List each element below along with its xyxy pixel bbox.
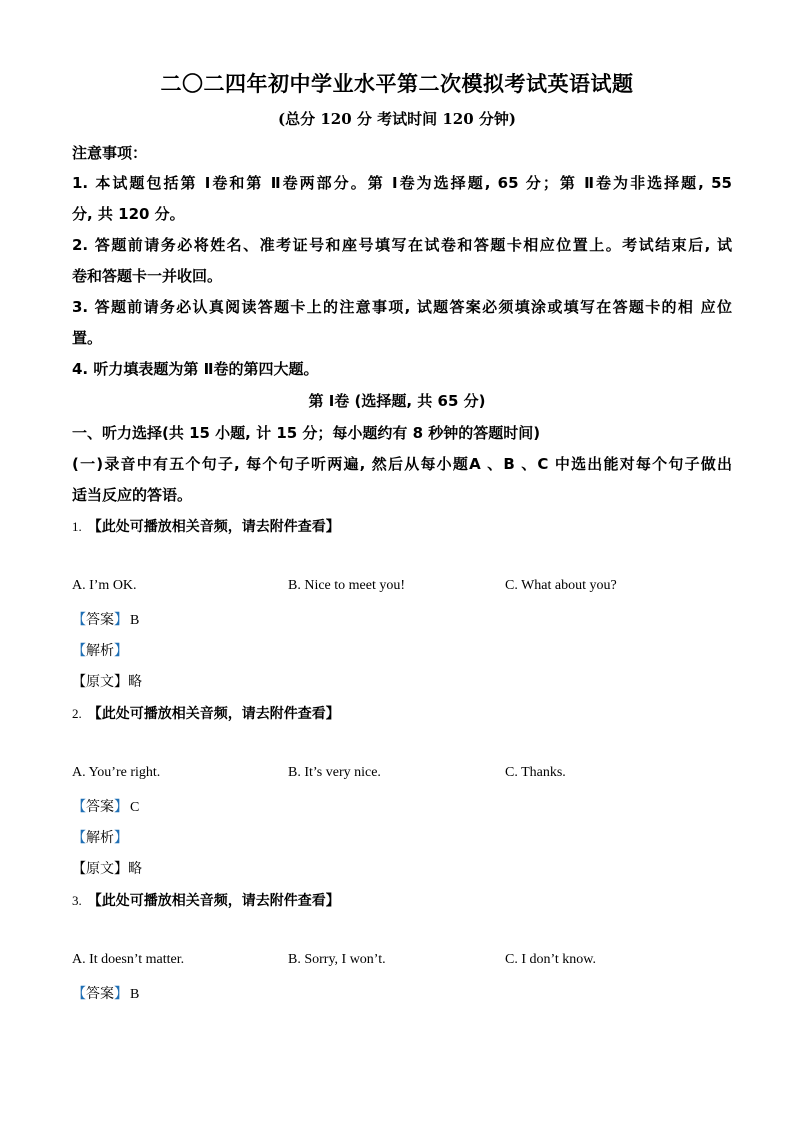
original-label: 原文 xyxy=(86,674,114,690)
question-number: 1. xyxy=(72,519,82,534)
answer-value: B xyxy=(130,613,140,628)
answer-line: 【答案】 B xyxy=(72,612,140,628)
answer-label: 答案 xyxy=(86,612,114,628)
answer-line: 【答案】 B xyxy=(72,986,140,1002)
audio-prompt: 【此处可播放相关音频，请去附件查看】 xyxy=(87,893,340,909)
original-line: 【原文】略 xyxy=(72,861,142,877)
option-a: A. I’m OK. xyxy=(72,578,137,593)
option-b: B. It’s very nice. xyxy=(288,765,381,780)
audio-prompt: 【此处可播放相关音频，请去附件查看】 xyxy=(87,519,340,535)
answer-label: 答案 xyxy=(86,986,114,1002)
exam-info: (总分 120 分 考试时间 120 分钟) xyxy=(278,110,516,128)
subsection-instruction-2: 适当反应的答语。 xyxy=(72,486,193,504)
answer-label: 答案 xyxy=(86,799,114,815)
notice-heading: 注意事项： xyxy=(72,144,148,162)
question-3-header xyxy=(72,890,340,910)
original-text: 略 xyxy=(128,861,142,877)
notice-line-7: 4. 听力填表题为第 Ⅱ卷的第四大题。 xyxy=(72,360,319,378)
notice-line-5: 3. 答题前请务必认真阅读答题卡上的注意事项, 试题答案必须填涂或填写在答题卡的相 应位 xyxy=(72,298,732,316)
original-line: 【原文】略 xyxy=(72,674,142,690)
option-c: C. What about you? xyxy=(505,578,617,593)
page-title: 二〇二四年初中学业水平第二次模拟考试英语试题 xyxy=(160,72,634,96)
notice-line-4: 卷和答题卡一并收回。 xyxy=(72,267,223,285)
answer-line: 【答案】 C xyxy=(72,799,140,815)
option-b: B. Sorry, I won’t. xyxy=(288,952,386,967)
question-number: 3. xyxy=(72,893,82,908)
analysis-line: 【解析】 xyxy=(72,643,128,659)
option-c: C. I don’t know. xyxy=(505,952,596,967)
notice-line-2: 分, 共 120 分。 xyxy=(72,205,185,223)
answer-value: C xyxy=(130,800,140,815)
option-a: A. It doesn’t matter. xyxy=(72,952,185,967)
subsection-instruction-1: (一)录音中有五个句子, 每个句子听两遍, 然后从每小题A 、B 、C 中选出能对每个句子做出 xyxy=(72,455,732,473)
question-1-header xyxy=(72,516,340,536)
analysis-label: 解析 xyxy=(86,830,114,846)
audio-prompt: 【此处可播放相关音频，请去附件查看】 xyxy=(87,706,340,722)
question-number: 2. xyxy=(72,706,82,721)
original-text: 略 xyxy=(128,674,142,690)
analysis-label: 解析 xyxy=(86,643,114,659)
option-c: C. Thanks. xyxy=(505,765,566,780)
option-b: B. Nice to meet you! xyxy=(288,578,406,593)
original-label: 原文 xyxy=(86,861,114,877)
question-2-header xyxy=(72,703,340,723)
section-title: 一、听力选择(共 15 小题, 计 15 分；每小题约有 8 秒钟的答题时间) xyxy=(72,424,541,442)
part-title: 第 Ⅰ卷 (选择题, 共 65 分) xyxy=(308,392,486,410)
analysis-line: 【解析】 xyxy=(72,830,128,846)
notice-line-3: 2. 答题前请务必将姓名、准考证号和座号填写在试卷和答题卡相应位置上。考试结束后, 试 xyxy=(72,236,732,254)
notice-line-1: 1. 本试题包括第 Ⅰ卷和第 Ⅱ卷两部分。第 Ⅰ卷为选择题, 65 分；第 Ⅱ卷为非选择题, 55 xyxy=(72,174,732,192)
option-a: A. You’re right. xyxy=(72,765,161,780)
answer-value: B xyxy=(130,987,140,1002)
notice-line-6: 置。 xyxy=(72,329,103,347)
